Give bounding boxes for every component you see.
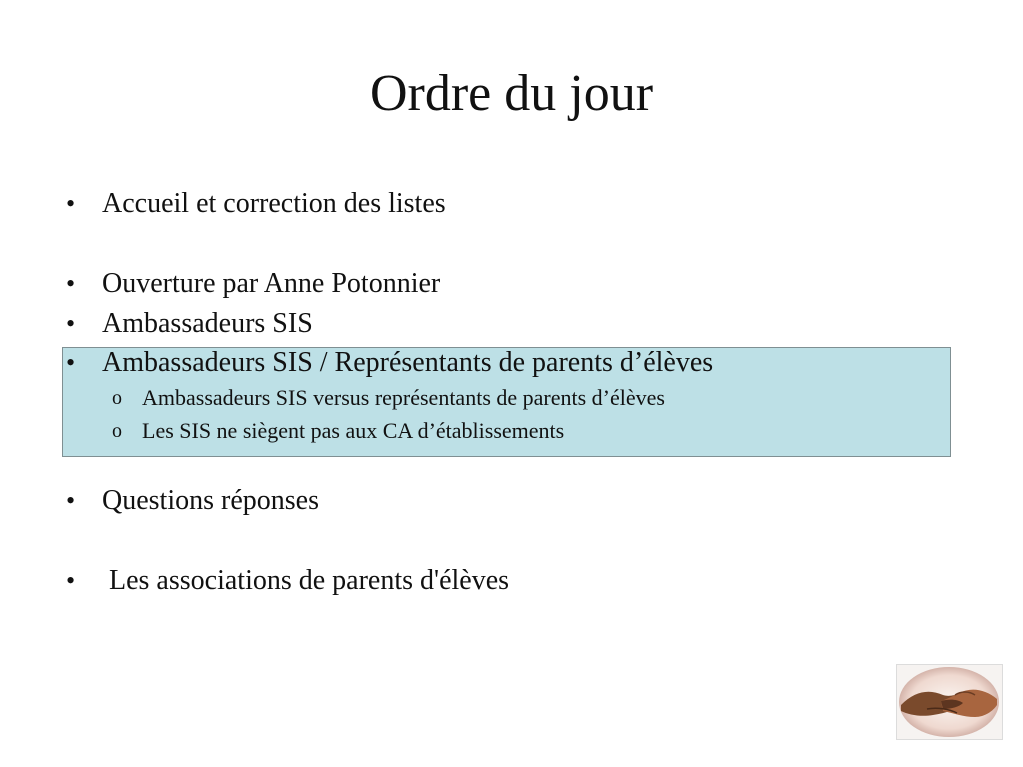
agenda-subitem-ca [112, 416, 564, 446]
agenda-item-text: Ambassadeurs SIS [102, 308, 313, 339]
circle-bullet-icon: o [112, 419, 122, 442]
handshake-logo-graphic [897, 665, 1002, 739]
agenda-subitem-text: Ambassadeurs SIS versus représentants de parents d’élèves [142, 385, 665, 410]
circle-bullet-icon: o [112, 386, 122, 409]
agenda-item-text: Accueil et correction des listes [102, 188, 446, 219]
slide-title: Ordre du jour [369, 65, 654, 122]
bullet-icon: • [66, 566, 76, 595]
agenda-subitem-text: Les SIS ne siègent pas aux CA d’établissements [142, 418, 565, 443]
agenda-item-text: Ouverture par Anne Potonnier [102, 268, 441, 299]
handshake-logo-icon [896, 664, 1003, 740]
bullet-icon: • [66, 309, 76, 338]
bullet-icon: • [66, 189, 76, 218]
agenda-item-text: Ambassadeurs SIS / Représentants de parents d’élèves [102, 347, 714, 378]
bullet-icon: • [66, 348, 76, 377]
agenda-item-ambassadeurs [66, 306, 313, 342]
agenda-item-questions [66, 483, 319, 519]
agenda-item-associations [66, 563, 509, 599]
agenda-item-text: Questions réponses [102, 485, 319, 516]
bullet-icon: • [66, 486, 76, 515]
agenda-subitem-versus [112, 383, 665, 413]
agenda-item-ambassadeurs-representants [66, 345, 713, 381]
bullet-icon: • [66, 269, 76, 298]
agenda-item-accueil [66, 186, 446, 222]
agenda-item-ouverture [66, 266, 440, 302]
agenda-item-text: Les associations de parents d'élèves [102, 565, 510, 596]
